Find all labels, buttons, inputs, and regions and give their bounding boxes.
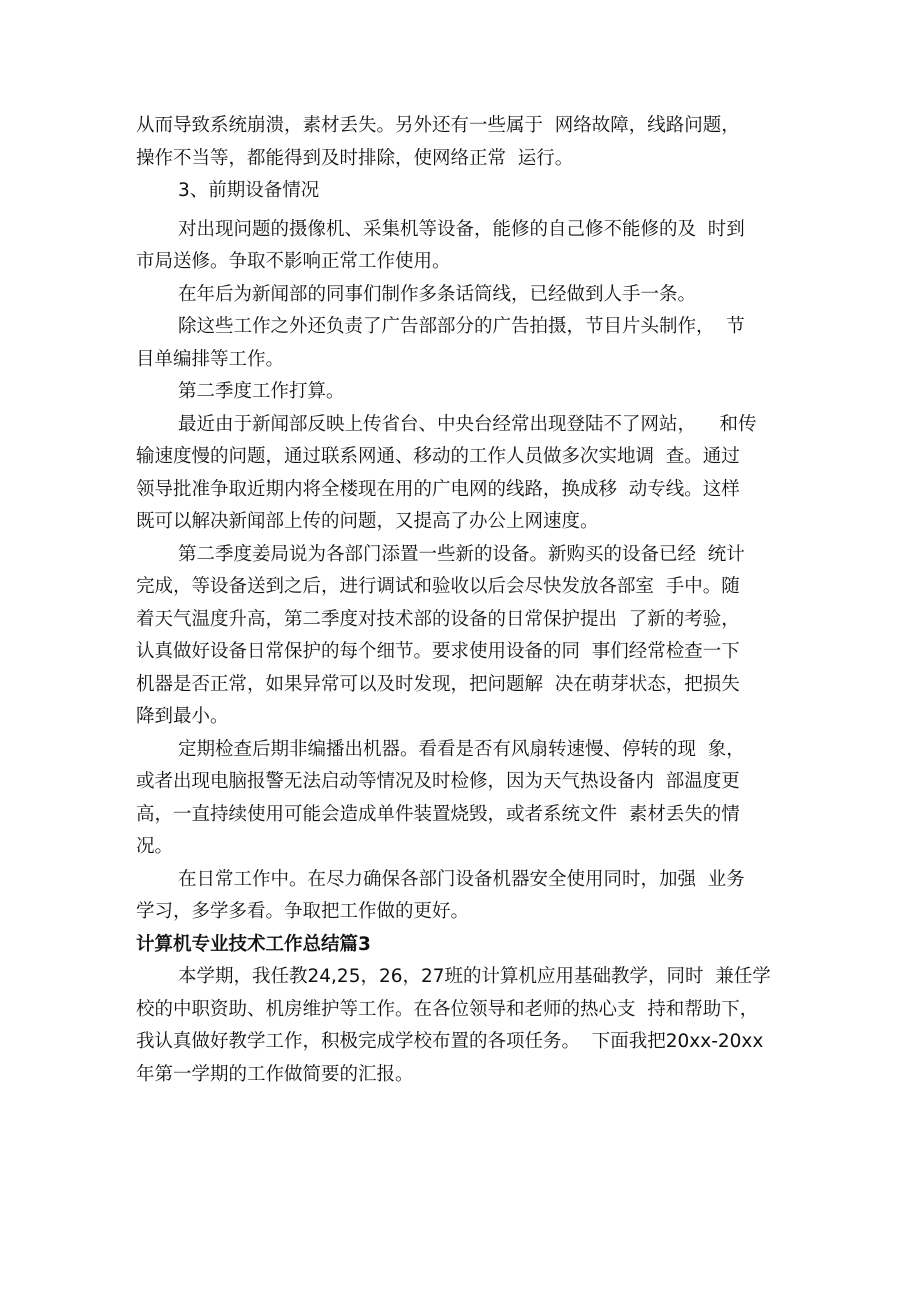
text-line: 机器是否正常，如果异常可以及时发现，把问题解 决在萌芽状态，把损失 bbox=[136, 673, 740, 695]
section-heading: 计算机专业技术工作总结篇3 bbox=[136, 933, 371, 955]
text-line: 输速度慢的问题，通过联系网通、移动的工作人员做多次实地调 查。通过 bbox=[136, 446, 740, 467]
text-line: 我认真做好教学工作，积极完成学校布置的各项任务。 下面我把20xx-20xx bbox=[136, 1031, 764, 1052]
paragraph-start: 本学期，我任教24,25，26，27班的计算机应用基础教学，同时 兼任学 bbox=[178, 966, 771, 987]
paragraph-start: 第二季度姜局说为各部门添置一些新的设备。新购买的设备已经 统计 bbox=[178, 543, 745, 565]
paragraph-start: 在日常工作中。在尽力确保各部门设备机器安全使用同时，加强 业务 bbox=[178, 868, 745, 890]
text-line: 市局送修。争取不影响正常工作使用。 bbox=[136, 251, 451, 272]
text-line: 认真做好设备日常保护的每个细节。要求使用设备的同 事们经常检查一下 bbox=[136, 641, 740, 662]
text-line: 完成，等设备送到之后，进行调试和验收以后会尽快发放各部室 手中。随 bbox=[136, 576, 740, 597]
paragraph-start: 除这些工作之外还负责了广告部部分的广告拍摄，节目片头制作， 节 bbox=[178, 316, 745, 337]
paragraph-start: 定期检查后期非编播出机器。看看是否有风扇转速慢、停转的现 象， bbox=[178, 738, 745, 760]
paragraph-start: 最近由于新闻部反映上传省台、中央台经常出现登陆不了网站， 和传 bbox=[178, 413, 757, 435]
text-line: 校的中职资助、机房维护等工作。在各位领导和老师的热心支 持和帮助下， bbox=[136, 998, 759, 1020]
document-body bbox=[136, 110, 796, 1091]
section-item-heading: 3、前期设备情况 bbox=[178, 180, 320, 201]
paragraph-start: 在年后为新闻部的同事们制作多条话筒线，已经做到人手一条。 bbox=[178, 283, 697, 305]
text-line: 或者出现电脑报警无法启动等情况及时检修，因为天气热设备内 部温度更 bbox=[136, 771, 740, 792]
text-line: 领导批准争取近期内将全楼现在用的广电网的线路，换成移 动专线。这样 bbox=[136, 478, 740, 500]
text-line: 操作不当等，都能得到及时排除，使网络正常 运行。 bbox=[136, 147, 574, 169]
text-line: 降到最小。 bbox=[136, 706, 229, 727]
text-line: 高，一直持续使用可能会造成单件装置烧毁，或者系统文件 素材丢失的情 bbox=[136, 803, 740, 825]
paragraph-start: 第二季度工作打算。 bbox=[178, 381, 345, 402]
text-line: 从而导致系统崩溃，素材丢失。另外还有一些属于 网络故障，线路问题， bbox=[136, 115, 740, 136]
text-line: 况。 bbox=[136, 836, 174, 857]
text-line: 学习，多学多看。争取把工作做的更好。 bbox=[136, 901, 470, 922]
text-line: 年第一学期的工作做简要的汇报。 bbox=[136, 1063, 414, 1085]
paragraph-start: 对出现问题的摄像机、采集机等设备，能修的自己修不能修的及 时到 bbox=[178, 218, 745, 240]
text-line: 既可以解决新闻部上传的问题，又提高了办公上网速度。 bbox=[136, 511, 599, 532]
text-line: 着天气温度升高，第二季度对技术部的设备的日常保护提出 了新的考验， bbox=[136, 608, 740, 630]
text-line: 目单编排等工作。 bbox=[136, 348, 285, 370]
